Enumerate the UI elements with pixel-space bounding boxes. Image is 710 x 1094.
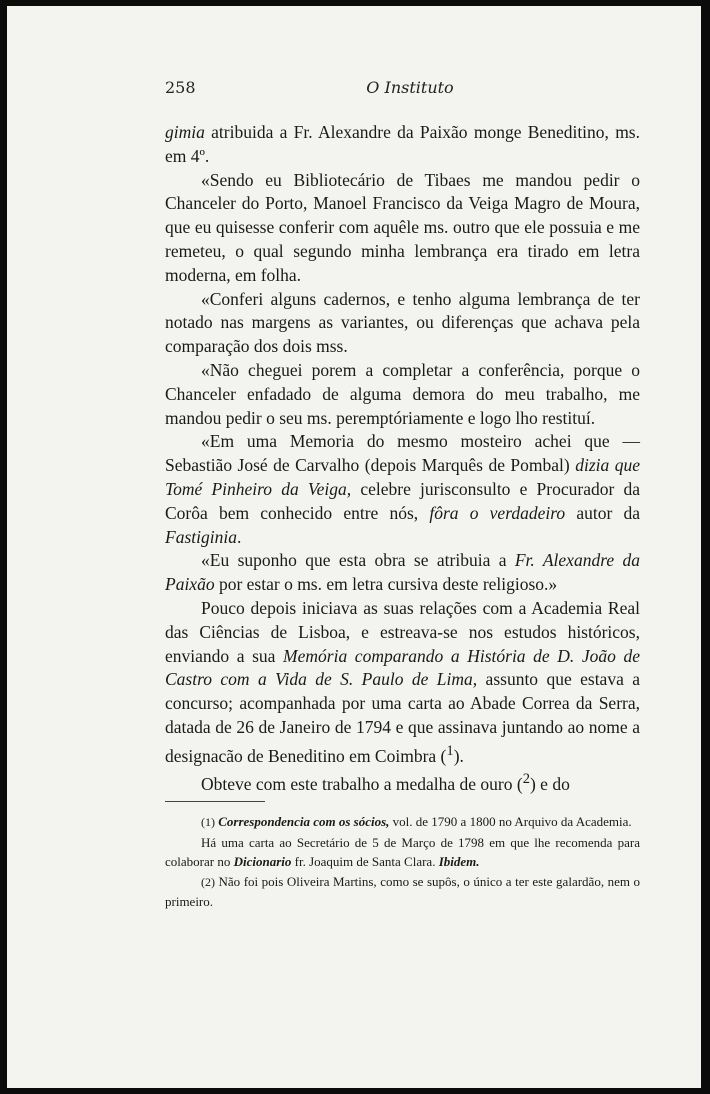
main-text bbox=[165, 121, 640, 797]
paragraph-8: Obteve com este trabalho a medalha de ouro ($^2$) e do bbox=[201, 771, 570, 795]
footnote-2: (2) Não foi pois Oliveira Martins, como se supôs, o único a ter este galardão, nem o primeiro. bbox=[165, 873, 640, 910]
footnote-ref-1: 1 bbox=[446, 742, 454, 759]
running-title: O Instituto bbox=[366, 78, 454, 97]
paragraph-7: Pouco depois iniciava as suas relações com a Academia Real das Ciências de Lisboa, e estreava-se nos estudos históricos, enviando a sua Memória comparando a História de D. João de Castro com a Vida de S. Paulo de Lima, assunto que estava a concurso; acompanhada por uma carta ao Abade Correa da Serra, datada de 26 de Janeiro de 1794 e que assinava juntando ao nome a designacão de Beneditino em Coimbra ($^1$). bbox=[165, 597, 641, 766]
paragraph-3: «Conferi alguns cadernos, e tenho alguma lembrança de ter notado nas margens as variantes, ou diferenças que achava pela comparação dos dois mss. bbox=[165, 288, 640, 357]
paragraph-6: «Eu suponho que esta obra se atribuia a Fr. Alexandre da Paixão por estar o ms. em letra cursiva deste religioso.» bbox=[165, 550, 640, 595]
paragraph-1: gimia atribuida a Fr. Alexandre da Paixão monge Beneditino, ms. em 4º. bbox=[165, 122, 640, 166]
paragraph-2: «Sendo eu Bibliotecário de Tibaes me mandou pedir o Chanceler do Porto, Manoel Francisco da Veiga Magro de Moura, que eu quisesse conferir com aquêle ms. outro que ele possuia e me remeteu, o qual segundo minha lembrança era tirado em letra moderna, em folha. bbox=[165, 169, 640, 285]
paragraph-5: «Em uma Memoria do mesmo mosteiro achei que — Sebastião José de Carvalho (depois Marquês de Pombal) dizia que Tomé Pinheiro da Veiga, celebre jurisconsulto e Procurador da Corôa bem conhecido entre nós, fôra o verdadeiro autor da Fastiginia. bbox=[165, 431, 640, 547]
footnote-ref-2: 2 bbox=[522, 771, 530, 788]
footnote-1-continued: Há uma carta ao Secretário de 5 de Março de 1798 em que lhe recomenda para colaborar no Dicionario fr. Joaquim de Santa Clara. Ibidem. bbox=[165, 834, 640, 870]
paragraph-4: «Não cheguei porem a completar a conferência, porque o Chanceler enfadado de alguma demora do meu trabalho, me mandou pedir o seu ms. peremptóriamente e logo lho restituí. bbox=[165, 359, 640, 428]
page-number: 258 bbox=[165, 78, 196, 97]
footnote-1: (1) Correspondencia com os sócios, vol. de 1790 a 1800 no Arquivo da Academia. bbox=[201, 814, 632, 829]
footnotes bbox=[165, 812, 640, 912]
footnote-divider bbox=[165, 801, 265, 802]
